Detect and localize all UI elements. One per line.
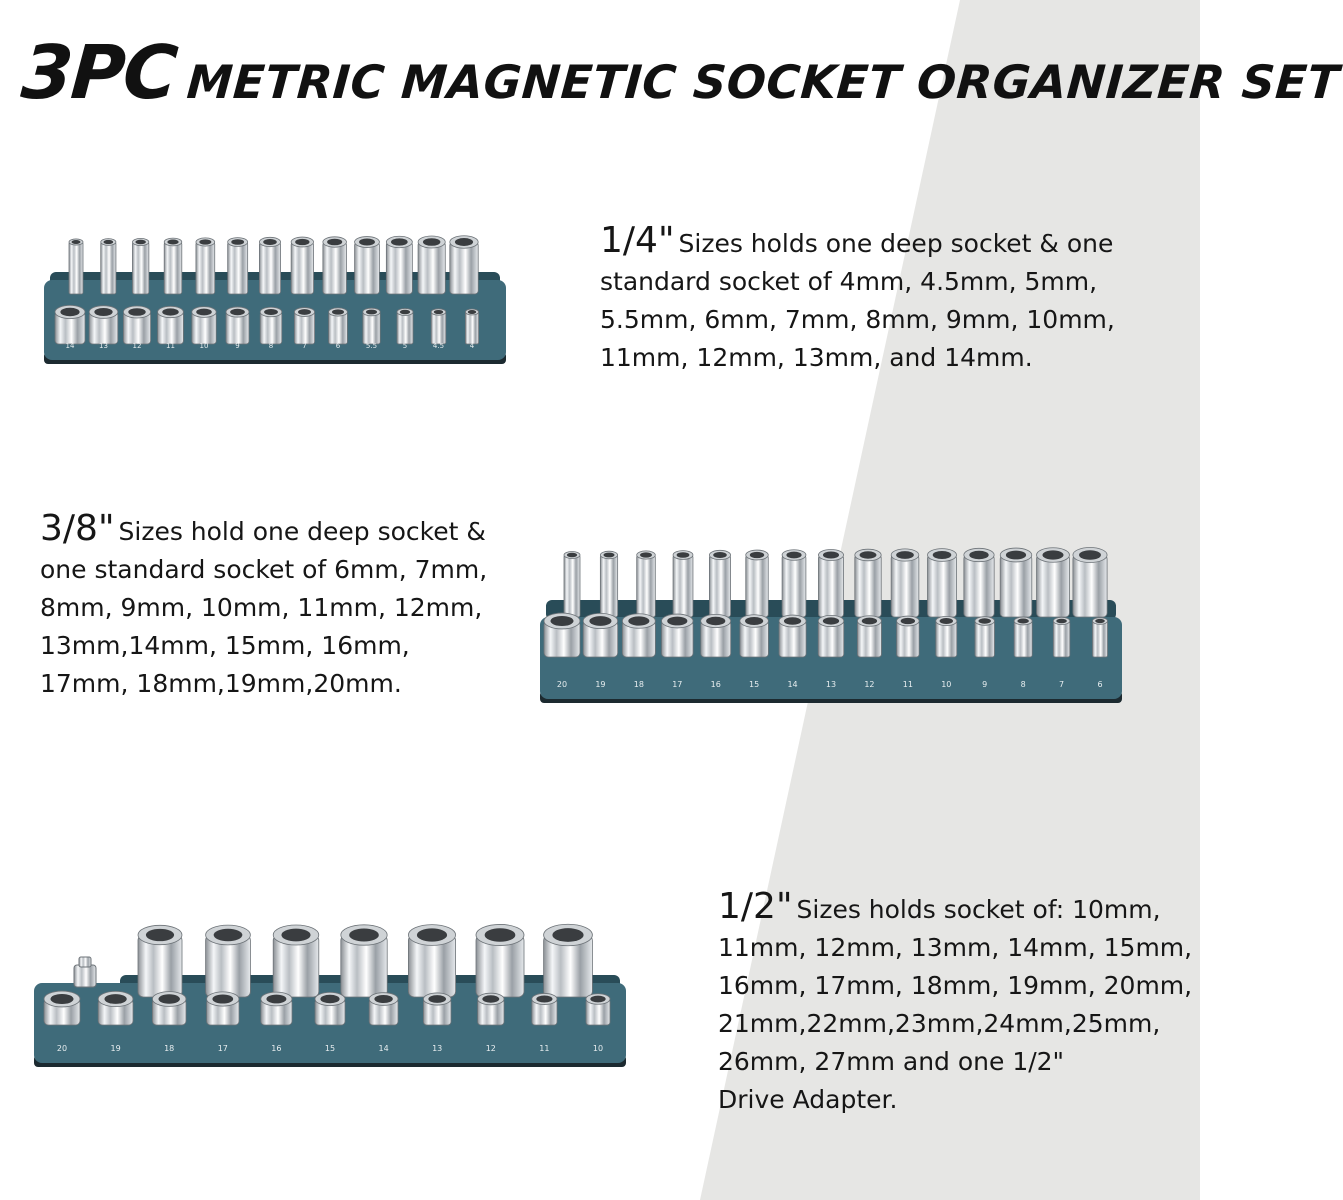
- drive-adapter: [74, 957, 96, 987]
- standard-socket: [622, 614, 655, 657]
- standard-socket: [158, 306, 184, 344]
- deep-socket: [101, 239, 116, 294]
- size-label: 17: [672, 680, 683, 689]
- deep-socket: [709, 550, 730, 617]
- desc-quarter-line-3: 5.5mm, 6mm, 7mm, 8mm, 9mm, 10mm,: [600, 305, 1115, 334]
- standard-socket: [44, 991, 80, 1025]
- standard-socket: [779, 615, 806, 657]
- size-label: 20: [556, 680, 568, 689]
- standard-socket: [329, 308, 348, 344]
- size-three-eighths: 3/8": [40, 508, 115, 549]
- standard-socket: [586, 994, 610, 1025]
- size-label: 13: [432, 1044, 443, 1053]
- desc-half-line-6: Drive Adapter.: [718, 1085, 898, 1114]
- standard-socket: [397, 308, 413, 344]
- size-label: 18: [633, 680, 644, 689]
- size-label: 8: [268, 342, 274, 350]
- deep-socket: [386, 236, 412, 294]
- deep-socket: [891, 549, 919, 617]
- standard-socket: [192, 307, 216, 344]
- standard-socket: [55, 305, 85, 344]
- deep-socket: [196, 238, 215, 294]
- deep-socket: [323, 237, 347, 294]
- title-main: METRIC MAGNETIC SOCKET ORGANIZER SET: [185, 55, 1342, 109]
- desc-half-line-4: 21mm,22mm,23mm,24mm,25mm,: [718, 1009, 1161, 1038]
- desc-half-line-1: Sizes holds socket of: 10mm,: [796, 895, 1161, 924]
- standard-socket: [363, 308, 380, 344]
- deep-socket: [855, 549, 881, 617]
- size-label: 5: [402, 342, 408, 350]
- description-three-eighths: [40, 510, 487, 703]
- size-label: 17: [217, 1044, 228, 1053]
- deep-socket: [164, 238, 182, 294]
- size-label: 12: [485, 1044, 496, 1053]
- size-label: 10: [592, 1044, 604, 1053]
- standard-socket: [544, 613, 580, 657]
- standard-socket: [260, 307, 282, 344]
- size-half: 1/2": [718, 886, 793, 927]
- deep-socket: [1073, 547, 1107, 617]
- tray-half-inch: [30, 925, 630, 1065]
- size-label: 15: [749, 680, 760, 689]
- deep-socket: [341, 925, 387, 997]
- deep-socket: [273, 925, 319, 997]
- standard-socket: [478, 993, 504, 1025]
- standard-socket: [423, 993, 451, 1025]
- standard-socket: [662, 614, 694, 657]
- size-label: 11: [539, 1044, 550, 1053]
- standard-socket: [857, 616, 881, 657]
- standard-socket: [975, 617, 995, 657]
- standard-socket: [315, 992, 345, 1025]
- deep-socket: [408, 925, 455, 997]
- deep-socket: [964, 548, 994, 617]
- deep-socket: [291, 237, 313, 294]
- size-label: 9: [982, 680, 988, 689]
- deep-socket: [600, 551, 617, 617]
- size-quarter: 1/4": [600, 220, 675, 261]
- size-label: 7: [1059, 680, 1065, 689]
- standard-socket: [123, 306, 150, 344]
- size-label: 19: [595, 680, 606, 689]
- deep-socket: [355, 237, 380, 294]
- desc-quarter-line-4: 11mm, 12mm, 13mm, and 14mm.: [600, 343, 1033, 372]
- standard-socket: [897, 616, 920, 657]
- size-label: 4: [469, 342, 475, 350]
- deep-socket: [228, 238, 248, 294]
- standard-socket: [936, 616, 957, 657]
- desc-half-line-5: 26mm, 27mm and one 1/2": [718, 1047, 1065, 1076]
- size-label: 18: [164, 1044, 175, 1053]
- title-prefix: 3PC: [18, 30, 179, 116]
- deep-socket: [818, 549, 843, 617]
- standard-socket: [207, 992, 239, 1025]
- tray-three-eighths-inch: [536, 545, 1126, 705]
- size-label: 6: [335, 342, 341, 350]
- size-label: 13: [99, 342, 108, 350]
- standard-socket: [701, 614, 731, 657]
- standard-socket: [294, 308, 314, 344]
- desc-38-line-4: 13mm,14mm, 15mm, 16mm,: [40, 631, 410, 660]
- deep-socket: [259, 237, 280, 294]
- deep-socket: [637, 551, 656, 617]
- deep-socket: [746, 550, 769, 617]
- standard-socket: [818, 615, 844, 657]
- size-label: 12: [132, 342, 142, 350]
- deep-socket: [476, 924, 524, 997]
- standard-socket: [740, 615, 769, 657]
- desc-half-line-3: 16mm, 17mm, 18mm, 19mm, 20mm,: [718, 971, 1193, 1000]
- size-label: 11: [902, 680, 913, 689]
- tray-quarter-inch: [40, 232, 510, 382]
- description-quarter: [600, 222, 1115, 377]
- deep-socket: [544, 924, 593, 997]
- standard-socket: [583, 613, 618, 657]
- size-label: 5.5: [365, 342, 378, 350]
- deep-socket: [206, 925, 251, 997]
- standard-socket: [89, 306, 118, 344]
- standard-socket: [1053, 617, 1070, 657]
- size-label: 20: [56, 1044, 68, 1053]
- size-label: 13: [825, 680, 837, 689]
- size-label: 14: [787, 680, 798, 689]
- size-label: 11: [166, 342, 175, 350]
- desc-quarter-line-1: Sizes holds one deep socket & one: [678, 229, 1114, 258]
- standard-socket: [1093, 618, 1108, 657]
- desc-38-line-3: 8mm, 9mm, 10mm, 11mm, 12mm,: [40, 593, 483, 622]
- deep-socket: [418, 236, 445, 294]
- size-label: 16: [271, 1044, 282, 1053]
- size-label: 14: [65, 342, 75, 350]
- standard-socket: [261, 992, 292, 1025]
- description-half: [718, 888, 1192, 1119]
- deep-socket: [928, 549, 957, 617]
- deep-socket: [69, 239, 83, 294]
- size-label: 10: [199, 342, 209, 350]
- size-label: 6: [1097, 680, 1103, 689]
- size-label: 8: [1020, 680, 1026, 689]
- standard-socket: [152, 992, 186, 1025]
- deep-socket: [1037, 548, 1070, 617]
- size-label: 14: [378, 1044, 389, 1053]
- size-label: 15: [324, 1044, 336, 1053]
- size-label: 12: [864, 680, 875, 689]
- deep-socket: [132, 238, 148, 294]
- standard-socket: [532, 993, 557, 1025]
- deep-socket: [782, 550, 806, 617]
- deep-socket: [673, 551, 693, 617]
- desc-38-line-1: Sizes hold one deep socket &: [118, 517, 486, 546]
- size-label: 7: [302, 342, 307, 350]
- standard-socket: [1014, 617, 1032, 657]
- desc-half-line-2: 11mm, 12mm, 13mm, 14mm, 15mm,: [718, 933, 1193, 962]
- deep-socket: [138, 925, 182, 997]
- desc-quarter-line-2: standard socket of 4mm, 4.5mm, 5mm,: [600, 267, 1098, 296]
- desc-38-line-5: 17mm, 18mm,19mm,20mm.: [40, 669, 402, 698]
- deep-socket: [450, 236, 478, 294]
- deep-socket: [1000, 548, 1032, 617]
- standard-socket: [431, 309, 446, 344]
- standard-socket: [465, 309, 478, 344]
- size-label: 9: [235, 342, 240, 350]
- standard-socket: [369, 993, 398, 1025]
- standard-socket: [98, 991, 133, 1025]
- standard-socket: [226, 307, 249, 344]
- size-label: 16: [710, 680, 721, 689]
- page-title: [18, 24, 1342, 116]
- desc-38-line-2: one standard socket of 6mm, 7mm,: [40, 555, 488, 584]
- size-label: 4.5: [432, 342, 445, 350]
- deep-socket: [564, 551, 580, 617]
- size-label: 19: [110, 1044, 121, 1053]
- size-label: 10: [941, 680, 952, 689]
